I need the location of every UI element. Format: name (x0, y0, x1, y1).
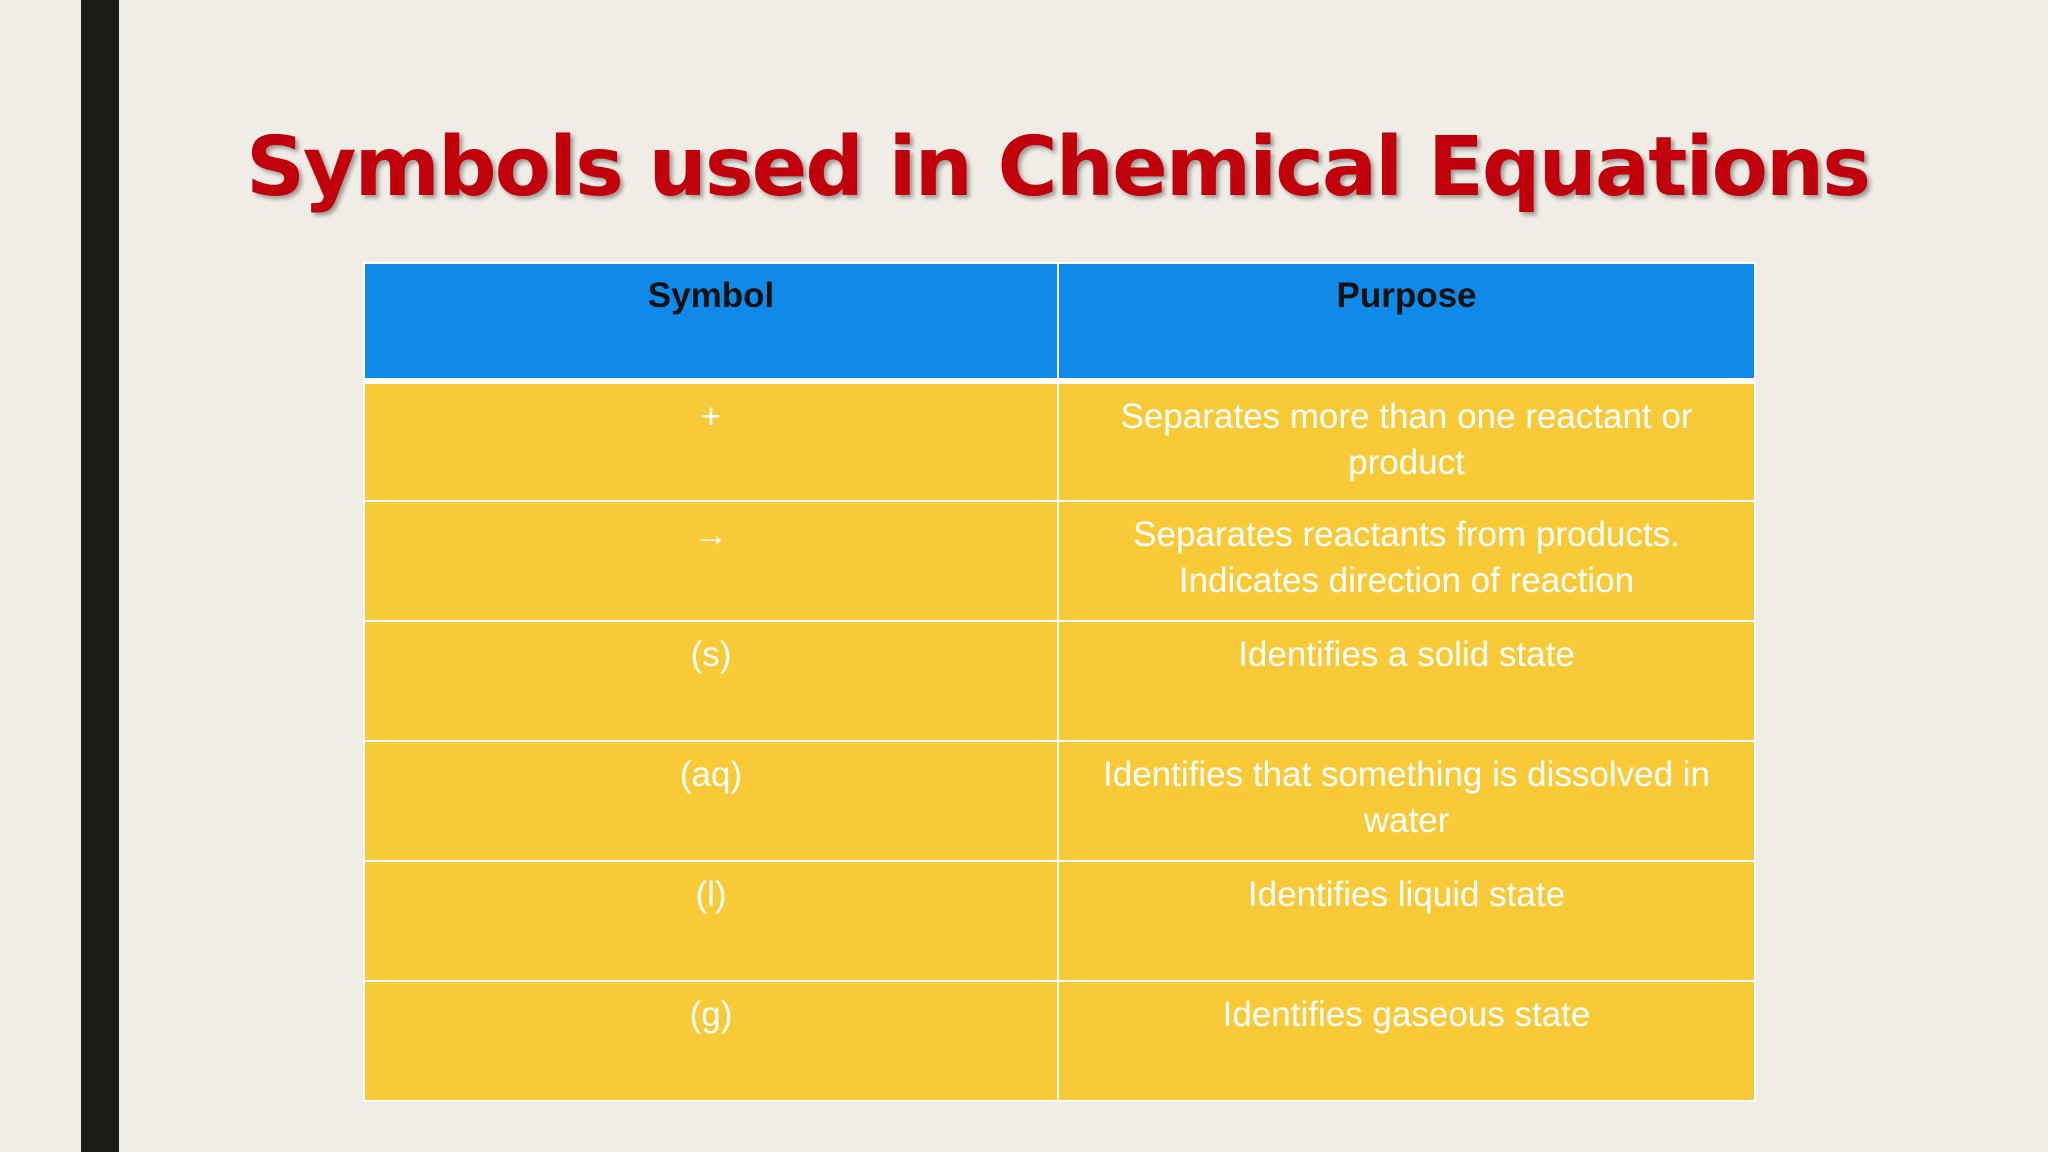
symbol-cell: → (364, 501, 1058, 621)
header-purpose: Purpose (1058, 263, 1755, 381)
table-row (364, 381, 1755, 501)
symbol-cell: (l) (364, 861, 1058, 981)
symbol-cell: (s) (364, 621, 1058, 741)
table-row (364, 861, 1755, 981)
table-row (364, 621, 1755, 741)
symbol-cell: (aq) (364, 741, 1058, 861)
table-header-row (364, 263, 1755, 381)
purpose-cell: Separates more than one reactant or product (1058, 381, 1755, 501)
symbols-table (363, 262, 1756, 1102)
table-row (364, 741, 1755, 861)
purpose-cell: Identifies a solid state (1058, 621, 1755, 741)
slide-title: Symbols used in Chemical Equations (246, 120, 1870, 215)
symbol-cell: + (364, 381, 1058, 501)
header-symbol: Symbol (364, 263, 1058, 381)
purpose-cell: Separates reactants from products. Indicates direction of reaction (1058, 501, 1755, 621)
table-row (364, 501, 1755, 621)
purpose-cell: Identifies gaseous state (1058, 981, 1755, 1101)
purpose-cell: Identifies that something is dissolved in water (1058, 741, 1755, 861)
purpose-cell: Identifies liquid state (1058, 861, 1755, 981)
table-row (364, 981, 1755, 1101)
symbol-cell: (g) (364, 981, 1058, 1101)
left-accent-bar (81, 0, 119, 1152)
